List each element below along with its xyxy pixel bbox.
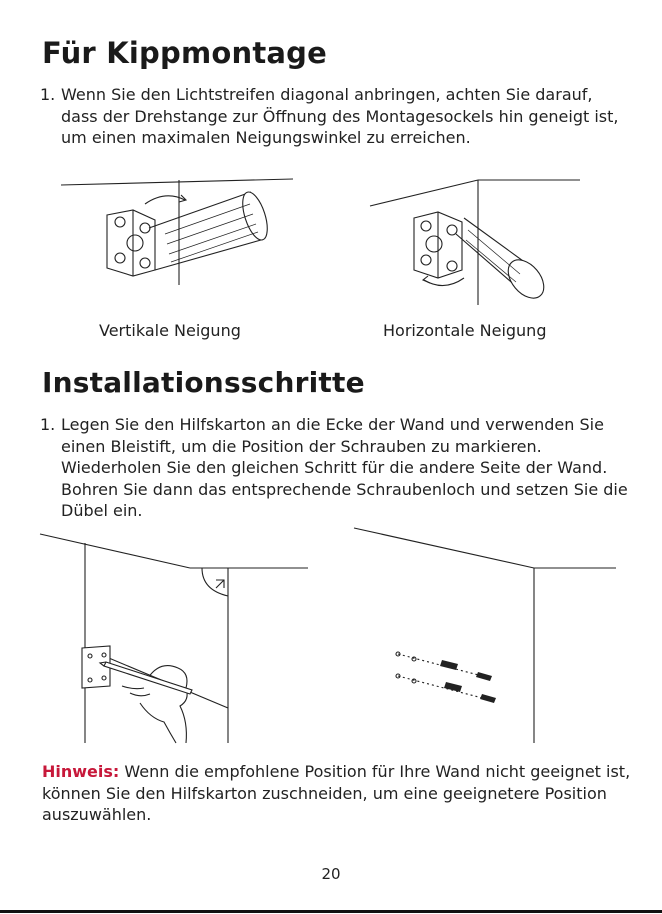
- step-text: Wenn Sie den Lichtstreifen diagonal anbringen, achten Sie darauf, dass der Drehstange zur Öffnung des Montagesockels hin geneigt ist, um einen maximalen Neigungswinkel zu erreichen.: [61, 85, 619, 147]
- hint-note: [42, 761, 632, 826]
- dowels-illustration: [350, 528, 620, 750]
- section-title-installation-steps: Installationsschritte: [42, 366, 365, 399]
- step-number: 1.: [40, 85, 56, 104]
- step-number: 1.: [40, 415, 56, 434]
- instruction-step: [40, 84, 630, 149]
- step-text: Legen Sie den Hilfskarton an die Ecke der Wand und verwenden Sie einen Bleistift, um die Position der Schrauben zu markieren. Wiederholen Sie den gleichen Schritt für die andere Seite der Wand. Bohren Sie dann das entsprechende Schraubenloch und setzen Sie die Dübel ein.: [61, 415, 628, 520]
- hint-label: Hinweis:: [42, 762, 120, 781]
- page-number: 20: [321, 865, 341, 883]
- vertical-tilt-illustration: [55, 170, 305, 315]
- marking-illustration: [40, 528, 310, 750]
- caption-horizontal-tilt: Horizontale Neigung: [383, 321, 547, 340]
- caption-vertical-tilt: Vertikale Neigung: [99, 321, 241, 340]
- horizontal-tilt-illustration: [368, 170, 618, 315]
- instruction-step: [40, 414, 630, 522]
- bottom-rule: [0, 910, 662, 913]
- hint-text: Wenn die empfohlene Position für Ihre Wand nicht geeignet ist, können Sie den Hilfskarton zuschneiden, um eine geeignetere Position auszuwählen.: [42, 762, 631, 824]
- section-title-tilt-mounting: Für Kippmontage: [42, 36, 327, 70]
